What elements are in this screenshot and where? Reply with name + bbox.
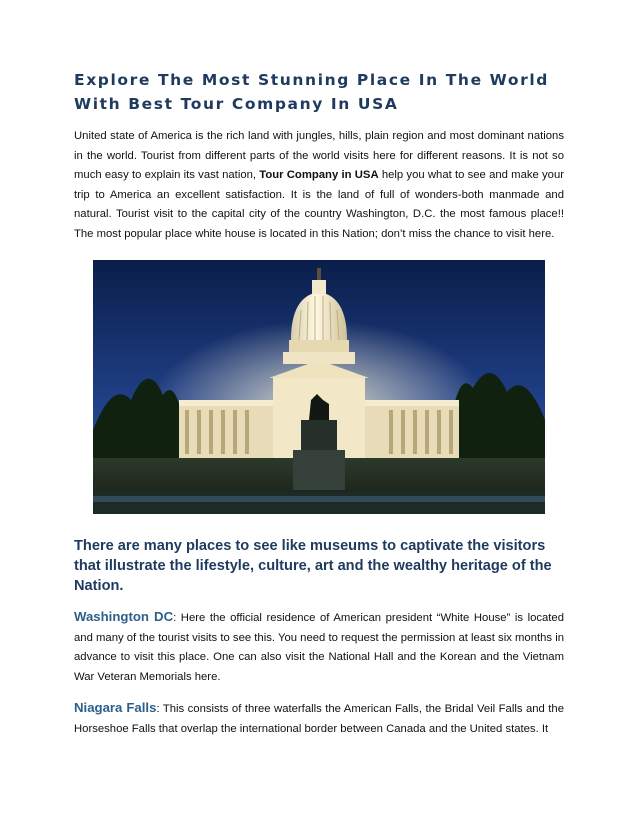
section-text-niagara: : This consists of three waterfalls the American Falls, the Bridal Veil Falls and the Horseshoe Falls that overlap the international border between Canada and the United states. It <box>74 703 565 735</box>
document-page <box>74 68 564 739</box>
intro-text-part2: help you what to see and make your trip to America an excellent satisfaction. It is the land of full of wonders-both manmade and natural. Tourist visit to the capital city of the country Washington, D.C. the most famous place!! The most popular place white house is located in this Nation; don’t miss the chance to visit here. <box>74 169 564 240</box>
capitol-building-photo <box>93 260 545 514</box>
places-subheading: There are many places to see like museums to captivate the visitors that illustrate the lifestyle, culture, art and the wealthy heritage of the Nation. <box>74 538 552 594</box>
document-title: Explore The Most Stunning Place In The World With Best Tour Company In USA <box>74 71 549 113</box>
tour-company-link-text: Tour Company in USA <box>259 169 379 181</box>
section-text-washington: : Here the official residence of American president “White House” is located and many of the tourist visits to see this. You need to request the permission at least six months in advance to visit this place. One can also visit the National Hall and the Korean and the Vietnam War Veteran Memorials here. <box>74 612 564 683</box>
section-washington <box>74 607 564 687</box>
intro-text-part1: United state of America is the rich land with jungles, hills, plain region and most dominant nations in the world. Tourist from different parts of the world visits here for different reasons. It is not so much easy to explain its vast nation, <box>74 130 564 181</box>
section-title-niagara: Niagara Falls <box>74 700 157 715</box>
intro-paragraph <box>74 127 564 244</box>
section-title-washington: Washington DC <box>74 609 174 624</box>
section-niagara <box>74 698 564 739</box>
